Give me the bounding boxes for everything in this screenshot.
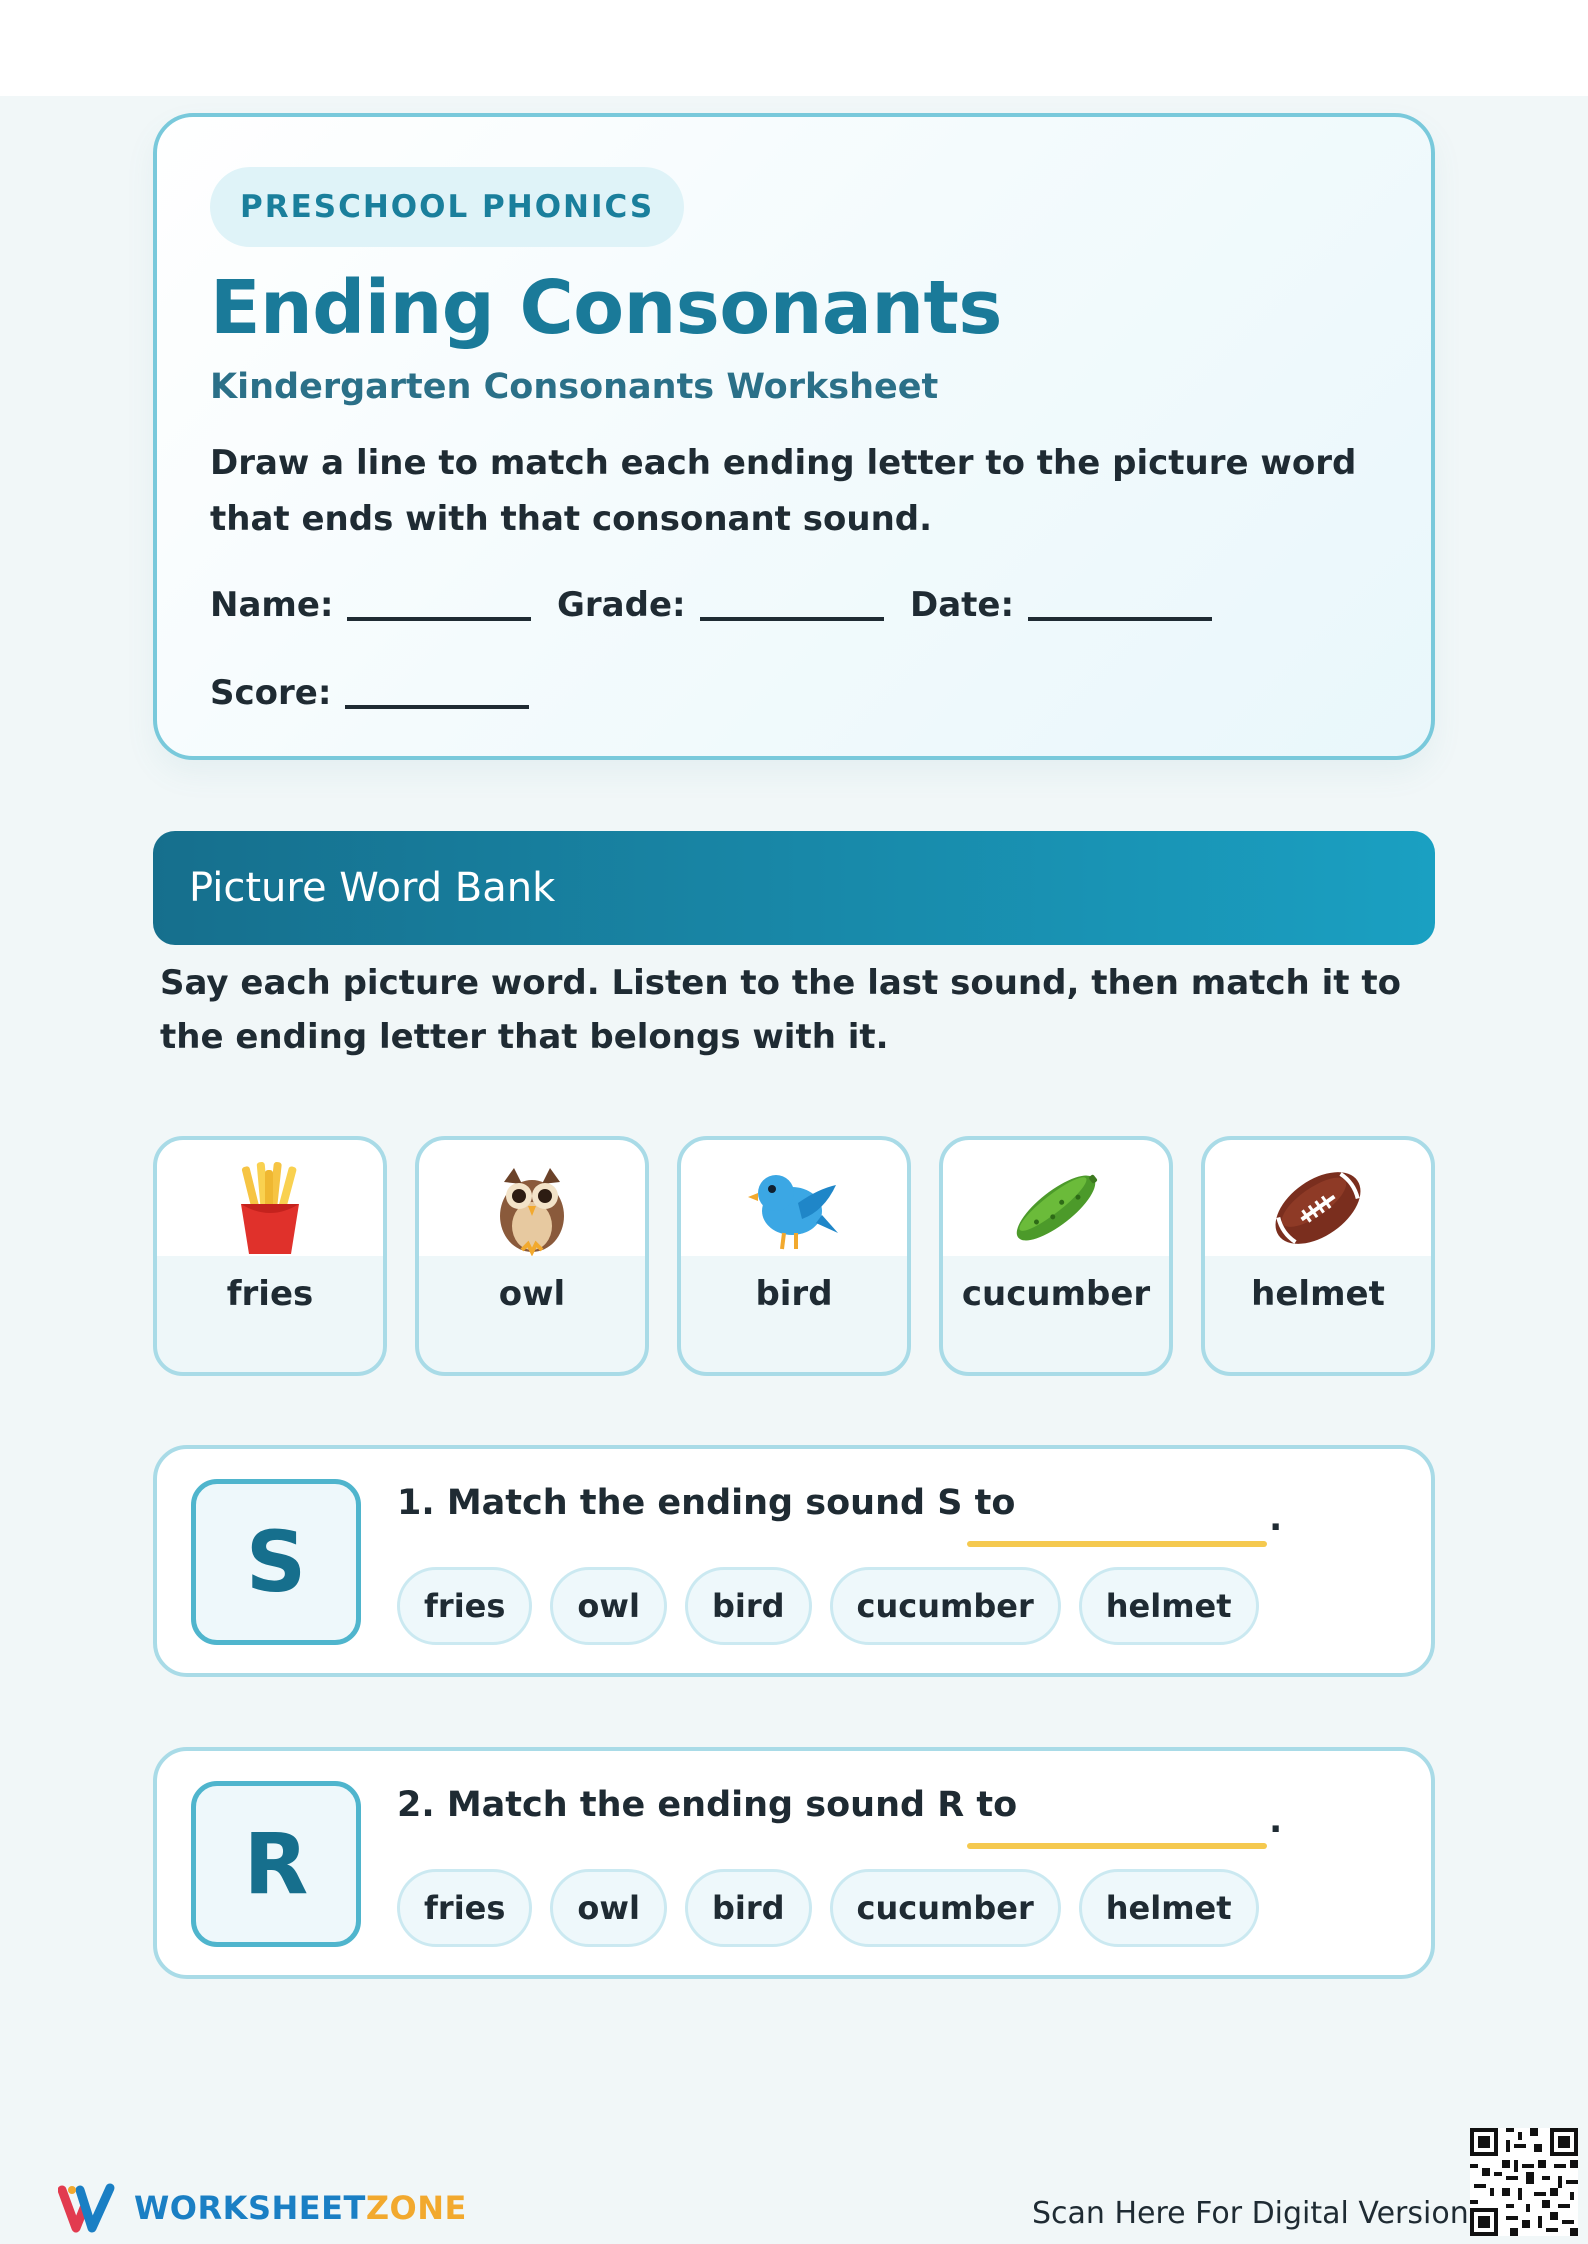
word-label: cucumber <box>961 1274 1151 1314</box>
football-icon <box>1205 1158 1431 1258</box>
date-field[interactable] <box>910 585 1212 625</box>
name-field[interactable] <box>210 585 531 625</box>
word-card-owl <box>415 1136 649 1376</box>
word-card-cucumber <box>939 1136 1173 1376</box>
answer-options <box>397 1567 1259 1645</box>
word-label: bird <box>755 1274 833 1314</box>
page-title: Ending Consonants <box>210 265 1002 351</box>
answer-blank-line[interactable] <box>967 1843 1267 1849</box>
option-chip-owl[interactable]: owl <box>550 1567 667 1645</box>
grade-label: Grade: <box>557 585 686 625</box>
question-period: . <box>1269 1801 1283 1841</box>
option-chip-helmet[interactable]: helmet <box>1079 1869 1259 1947</box>
bird-icon <box>681 1158 907 1258</box>
worksheet-header-card <box>153 113 1435 760</box>
section-header-bar <box>153 831 1435 945</box>
section-description: Say each picture word. Listen to the last sound, then match it to the ending letter that belongs with it. <box>160 963 1401 1057</box>
brand-name <box>134 2189 467 2227</box>
question-prompt: 1. Match the ending sound S to <box>397 1483 1016 1523</box>
name-blank-line[interactable] <box>347 611 531 621</box>
answer-blank-line[interactable] <box>967 1541 1267 1547</box>
word-card-helmet <box>1201 1136 1435 1376</box>
score-field[interactable] <box>210 673 529 713</box>
option-chip-fries[interactable]: fries <box>397 1869 532 1947</box>
question-prompt: 2. Match the ending sound R to <box>397 1785 1018 1825</box>
brand-logo-group[interactable] <box>58 2178 467 2238</box>
owl-icon <box>419 1158 645 1258</box>
ending-letter-box: R <box>191 1781 361 1947</box>
section-title: Picture Word Bank <box>189 865 556 911</box>
word-label: fries <box>226 1274 314 1314</box>
option-chip-owl[interactable]: owl <box>550 1869 667 1947</box>
score-blank-line[interactable] <box>345 699 529 709</box>
question-card-1 <box>153 1445 1435 1677</box>
option-chip-helmet[interactable]: helmet <box>1079 1567 1259 1645</box>
scan-instruction: Scan Here For Digital Version <box>1032 2196 1469 2231</box>
option-chip-cucumber[interactable]: cucumber <box>830 1869 1061 1947</box>
word-card-fries <box>153 1136 387 1376</box>
option-chip-bird[interactable]: bird <box>685 1567 812 1645</box>
grade-blank-line[interactable] <box>700 611 884 621</box>
word-card-bird <box>677 1136 911 1376</box>
answer-options <box>397 1869 1259 1947</box>
brand-name-accent: ZONE <box>365 2189 467 2227</box>
qr-code-icon[interactable] <box>1470 2128 1578 2236</box>
grade-field[interactable] <box>557 585 884 625</box>
instructions-text: Draw a line to match each ending letter to the picture word that ends with that consonant sound. <box>210 443 1357 539</box>
worksheetzone-logo-icon <box>58 2178 118 2238</box>
question-period: . <box>1269 1499 1283 1539</box>
cucumber-icon <box>943 1158 1169 1258</box>
fries-icon <box>157 1158 383 1258</box>
category-badge: PRESCHOOL PHONICS <box>210 167 684 247</box>
brand-name-main: WORKSHEET <box>134 2189 366 2227</box>
question-card-2 <box>153 1747 1435 1979</box>
name-label: Name: <box>210 585 334 625</box>
word-label: owl <box>498 1274 566 1314</box>
date-label: Date: <box>910 585 1015 625</box>
word-label: helmet <box>1251 1274 1385 1314</box>
score-label: Score: <box>210 673 332 713</box>
option-chip-bird[interactable]: bird <box>685 1869 812 1947</box>
page-subtitle: Kindergarten Consonants Worksheet <box>210 367 939 407</box>
date-blank-line[interactable] <box>1028 611 1212 621</box>
ending-letter-box: S <box>191 1479 361 1645</box>
option-chip-fries[interactable]: fries <box>397 1567 532 1645</box>
option-chip-cucumber[interactable]: cucumber <box>830 1567 1061 1645</box>
